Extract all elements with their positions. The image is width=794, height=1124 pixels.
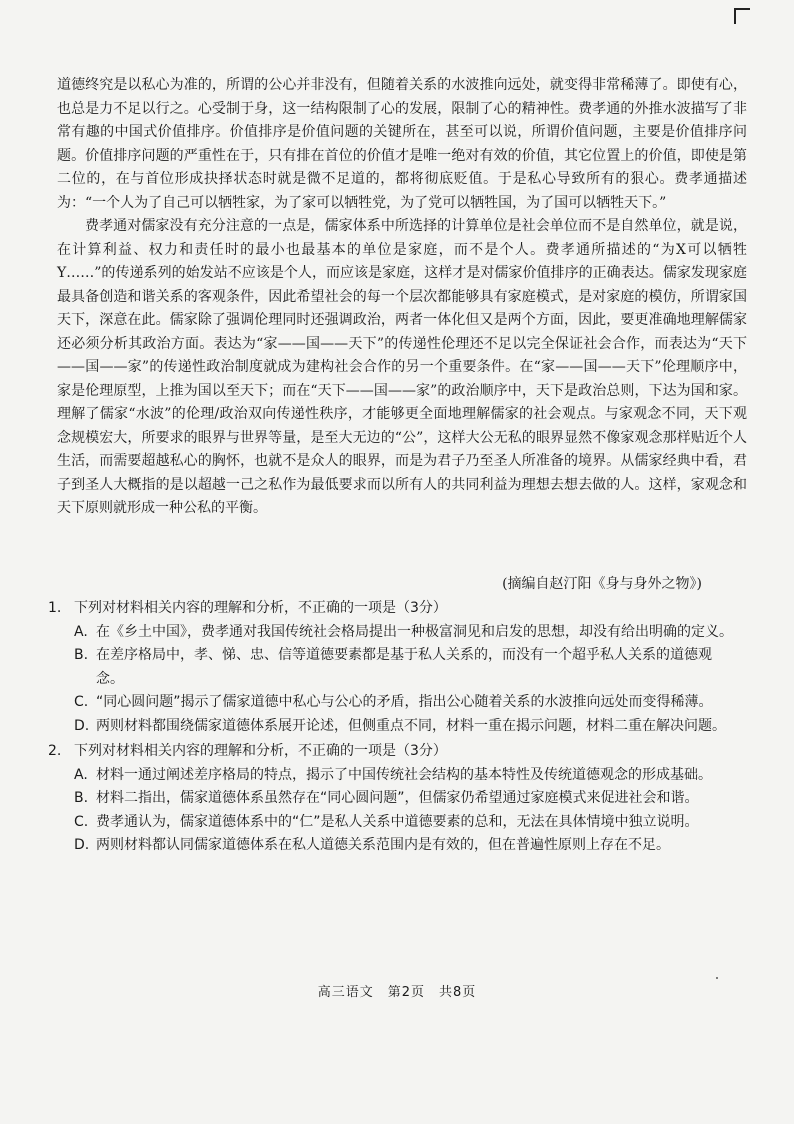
option-text: “同心圆问题”揭示了儒家道德中私心与公心的矛盾，指出公心随着关系的水波推向远处而变得稀薄。 <box>96 694 713 710</box>
question-number: 2. <box>48 743 62 759</box>
reading-passage <box>57 74 747 521</box>
option-letter: C. <box>74 694 89 710</box>
passage-source: (摘编自赵汀阳《身与身外之物》) <box>502 576 702 592</box>
scan-speck <box>716 977 718 979</box>
questions-section <box>48 597 738 860</box>
option-letter: A. <box>74 623 88 640</box>
option-a[interactable] <box>74 621 738 645</box>
option-a[interactable] <box>74 764 738 788</box>
question-text: 下列对材料相关内容的理解和分析，不正确的一项是（3分） <box>74 743 447 759</box>
option-d[interactable] <box>74 834 738 858</box>
option-c[interactable] <box>74 691 738 715</box>
option-b[interactable] <box>74 787 738 811</box>
passage-paragraph-1: 道德终究是以私心为准的，所谓的公心并非没有，但随着关系的水波推向远处，就变得非常稀薄了。即使有心，也总是力不足以行之。心受制于身，这一结构限制了心的发展，限制了心的精神性。费孝通的外推水波描写了非常有趣的中国式价值排序。价值排序是价值问题的关键所在，甚至可以说，所谓价值问题，主要是价值排序问题。价值排序问题的严重性在于，只有排在首位的价值才是唯一绝对有效的价值，其它位置上的价值，即使是第二位的，在与首位形成抉择状态时就是微不足道的，都将彻底贬值。于是私心导致所有的狠心。费孝通描述为：“一个人为了自己可以牺牲家，为了家可以牺牲党，为了党可以牺牲国，为了国可以牺牲天下。” <box>57 77 747 211</box>
question-2 <box>48 740 738 858</box>
option-letter: D. <box>74 717 90 734</box>
option-letter: C. <box>74 813 89 830</box>
option-b[interactable] <box>74 644 738 691</box>
question-stem <box>48 740 738 764</box>
question-number: 1. <box>48 600 62 616</box>
option-c[interactable] <box>74 811 738 835</box>
option-text: 费孝通认为，儒家道德体系中的“仁”是私人关系中道德要素的总和，无法在具体情境中独立说明。 <box>96 813 699 830</box>
option-letter: D. <box>74 837 90 853</box>
option-text: 材料二指出，儒家道德体系虽然存在“同心圆问题”，但儒家仍希望通过家庭模式来促进社会和谐。 <box>96 790 699 806</box>
passage-paragraph-2: 费孝通对儒家没有充分注意的一点是，儒家体系中所选择的计算单位是社会单位而不是自然单位，就是说，在计算利益、权力和责任时的最小也最基本的单位是家庭，而不是个人。费孝通所描述的“为X可以牺牲Y……”的传递系列的始发站不应该是个人，而应该是家庭，这样才是对儒家价值排序的正确表达。儒家发现家庭最具备创造和谐关系的客观条件，因此希望社会的每一个层次都能够具有家庭模式，是对家庭的模仿，所谓家国天下，深意在此。儒家除了强调伦理同时还强调政治，两者一体化但又是两个方面，因此，要更准确地理解儒家还必须分析其政治方面。表达为“家——国——天下”的传递性伦理还不足以完全保证社会合作，而表达为“天下——国——家”的传递性政治制度就成为建构社会合作的另一个重要条件。在“家——国——天下”伦理顺序中，家是伦理原型，上推为国以至天下；而在“天下——国——家”的政治顺序中，天下是政治总则，下达为国和家。理解了儒家“水波”的伦理/政治双向传递性秩序，才能够更全面地理解儒家的社会观点。与家观念不同，天下观念规模宏大，所要求的眼界与世界等量，是至大无边的“公”，这样大公无私的眼界显然不像家观念那样贴近个人生活，而需要超越私心的胸怀，也就不是众人的眼界，而是为君子乃至圣人所准备的境界。从儒家经典中看，君子到圣人大概指的是以超越一己之私作为最低要求而以所有人的共同利益为理想去想去做的人。这样，家观念和天下原则就形成一种公私的平衡。 <box>57 218 747 516</box>
option-text: 材料一通过阐述差序格局的特点，揭示了中国传统社会结构的基本特性及传统道德观念的形成基础。 <box>96 766 712 783</box>
option-text: 在《乡土中国》，费孝通对我国传统社会格局提出一种极富洞见和启发的思想，却没有给出明确的定义。 <box>96 623 733 640</box>
option-letter: B. <box>74 790 89 806</box>
option-letter: A. <box>74 766 88 783</box>
option-d[interactable] <box>74 715 738 739</box>
option-text: 两则材料都认同儒家道德体系在私人道德关系范围内是有效的，但在普遍性原则上存在不足。 <box>96 837 670 853</box>
option-letter: B. <box>74 647 89 663</box>
crop-corner-mark <box>734 8 750 24</box>
page-footer: 高三语文 第2页 共8页 <box>317 985 477 1000</box>
option-text: 在差序格局中，孝、悌、忠、信等道德要素都是基于私人关系的，而没有一个超乎私人关系的道德观念。 <box>96 647 712 687</box>
question-text: 下列对材料相关内容的理解和分析，不正确的一项是（3分） <box>74 600 447 616</box>
question-1 <box>48 597 738 738</box>
question-stem <box>48 597 738 621</box>
option-text: 两则材料都围绕儒家道德体系展开论述，但侧重点不同，材料一重在揭示问题，材料二重在解决问题。 <box>96 717 726 734</box>
